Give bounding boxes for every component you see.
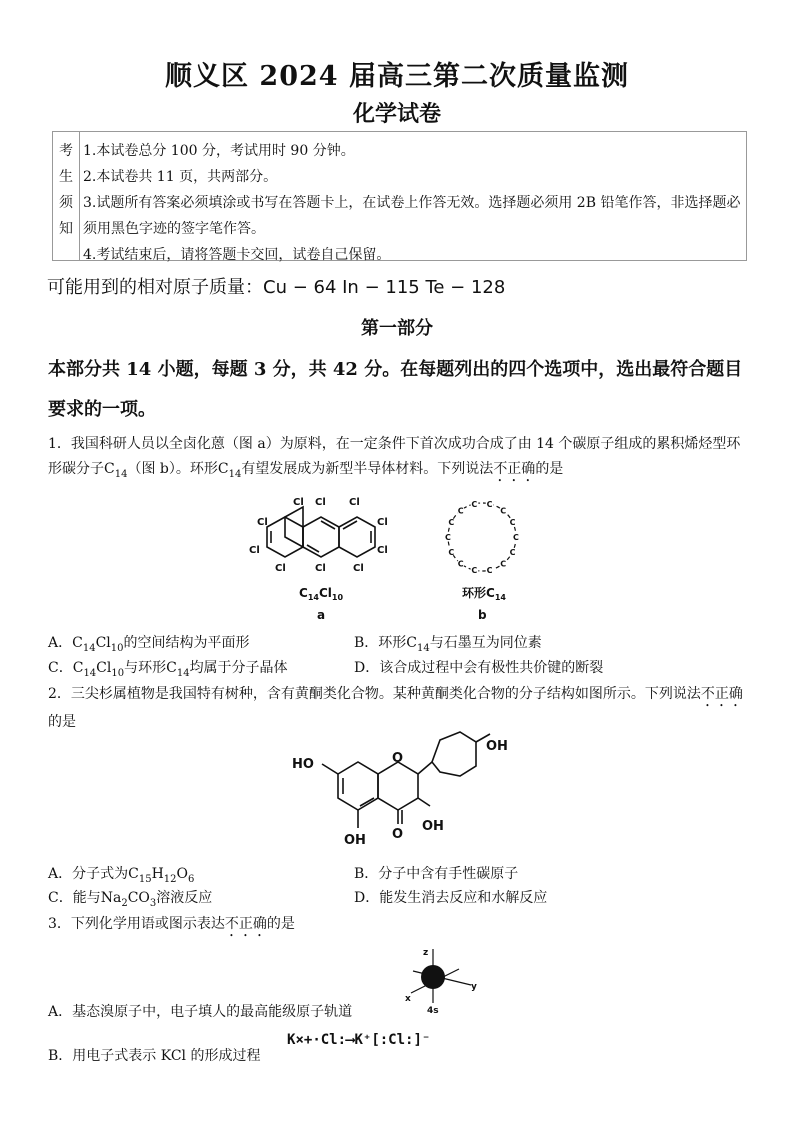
cl-atom: Cl: [315, 563, 326, 574]
ring-carbon: C: [486, 566, 493, 576]
oh-group: OH: [486, 739, 508, 754]
figure-b-label: 环形$C_{14}$: [462, 586, 506, 602]
cl-atom: Cl: [275, 563, 286, 574]
ring-carbon: C: [486, 499, 493, 509]
figure-4s-orbital: [405, 945, 485, 1020]
q1-option-d[interactable]: D．该合成过程中会有极性共价键的断裂: [354, 660, 604, 676]
question-3-stem: 3．下列化学用语或图示表达不正确的是: [48, 916, 295, 932]
notice-rules: [83, 138, 743, 268]
cl-atom: Cl: [349, 497, 360, 508]
ring-carbon: C: [457, 506, 464, 516]
q1-option-a[interactable]: A．$C_{14}Cl_{10}$的空间结构为平面形: [48, 635, 250, 654]
ring-carbon: C: [471, 499, 478, 509]
cl-atom: Cl: [293, 497, 304, 508]
figure-flavonoid-structure: [290, 732, 530, 857]
question-2-stem: 2．三尖杉属植物是我国特有树种，含有黄酮类化合物。某种黄酮类化合物的分子结构如图所示。下列说法不正确的是: [48, 686, 743, 730]
figure-a-tag: a: [317, 608, 326, 622]
candidate-notice-box: [52, 131, 747, 261]
figure-a-perchloroanthracene: [249, 495, 395, 630]
z-axis-label: z: [423, 948, 429, 958]
notice-rule: 4.考试结束后，请将答题卡交回，试卷自己保留。: [83, 247, 391, 263]
oh-group: OH: [344, 833, 366, 848]
figure-a-formula: $C_{14}Cl_{10}$: [299, 586, 344, 602]
q2-option-b[interactable]: B．分子中含有手性碳原子: [354, 866, 519, 882]
q1-option-c[interactable]: C．$C_{14}Cl_{10}$与环形$C_{14}$均属于分子晶体: [48, 660, 288, 679]
q3-option-b[interactable]: B．用电子式表示 KCl 的形成过程: [48, 1048, 261, 1064]
orbital-label: 4s: [427, 1006, 439, 1016]
cl-atom: Cl: [377, 517, 388, 528]
notice-rule: 2.本试卷共 11 页，共两部分。: [83, 169, 278, 185]
ring-carbon: C: [471, 566, 478, 576]
figure-b-tag: b: [478, 608, 487, 622]
ring-carbon: C: [448, 547, 455, 557]
q2-option-a[interactable]: A．分子式为$C_{15}H_{12}O_6$: [48, 866, 195, 885]
ring-carbon: C: [509, 518, 516, 528]
ring-carbon: C: [509, 547, 516, 557]
cl-atom: Cl: [257, 517, 268, 528]
y-axis-label: y: [471, 982, 477, 992]
figure-b-cyclo-c14: [440, 495, 540, 630]
notice-side-label: 考 生 须 知: [53, 132, 80, 260]
ring-carbon: C: [445, 533, 451, 542]
q3-option-a[interactable]: A．基态溴原子中，电子填人的最高能级原子轨道: [48, 1004, 353, 1020]
cl-atom: Cl: [377, 545, 388, 556]
ring-carbon: C: [448, 518, 455, 528]
x-axis-label: x: [405, 994, 411, 1004]
oh-group: OH: [422, 819, 444, 834]
exam-subtitle: 化学试卷: [352, 101, 441, 127]
cl-atom: Cl: [353, 563, 364, 574]
ring-carbon: C: [500, 559, 507, 569]
ho-group: HO: [292, 757, 314, 772]
notice-rule: 1.本试卷总分 100 分，考试用时 90 分钟。: [83, 143, 355, 159]
ring-carbon: C: [500, 506, 507, 516]
ring-oxygen: O: [392, 751, 404, 766]
q2-option-c[interactable]: C．能与$Na_2CO_3$溶液反应: [48, 890, 213, 909]
ring-carbon: C: [513, 533, 519, 542]
exam-title: 顺义区 2024 届高三第二次质量监测: [165, 61, 629, 92]
atomic-masses: 可能用到的相对原子质量：Cu − 64 In − 115 Te − 128: [47, 277, 506, 298]
q1-option-b[interactable]: B．环形$C_{14}$与石墨互为同位素: [354, 635, 542, 654]
part-heading: 第一部分: [361, 318, 433, 339]
kcl-electron-dot-formation: K×+·Cl:⟶K⁺[:Cl:]⁻: [287, 1032, 431, 1048]
ring-carbon: C: [457, 559, 464, 569]
q2-option-d[interactable]: D．能发生消去反应和水解反应: [354, 890, 548, 906]
part-intro: 本部分共 14 小题，每题 3 分，共 42 分。在每题列出的四个选项中，选出最符合题目要求的一项。: [48, 359, 743, 420]
carbonyl-oxygen: O: [392, 827, 404, 842]
orbital-sphere: [421, 965, 445, 989]
question-1-stem: 1．我国科研人员以全卤化蒽（图 a）为原料，在一定条件下首次成功合成了由 14 个碳原子组成的累积烯烃型环形碳分子$C_{14}$（图 b）。环形$C_{14}$有望发展成为新型半导体材料。下列说法不正确的是: [48, 436, 741, 480]
cl-atom: Cl: [249, 545, 260, 556]
cl-atom: Cl: [315, 497, 326, 508]
notice-rule: 3.试题所有答案必须填涂或书写在答题卡上，在试卷上作答无效。选择题必须用 2B 铅笔作答，非选择题必须用黑色字迹的签字笔作答。: [83, 195, 741, 237]
